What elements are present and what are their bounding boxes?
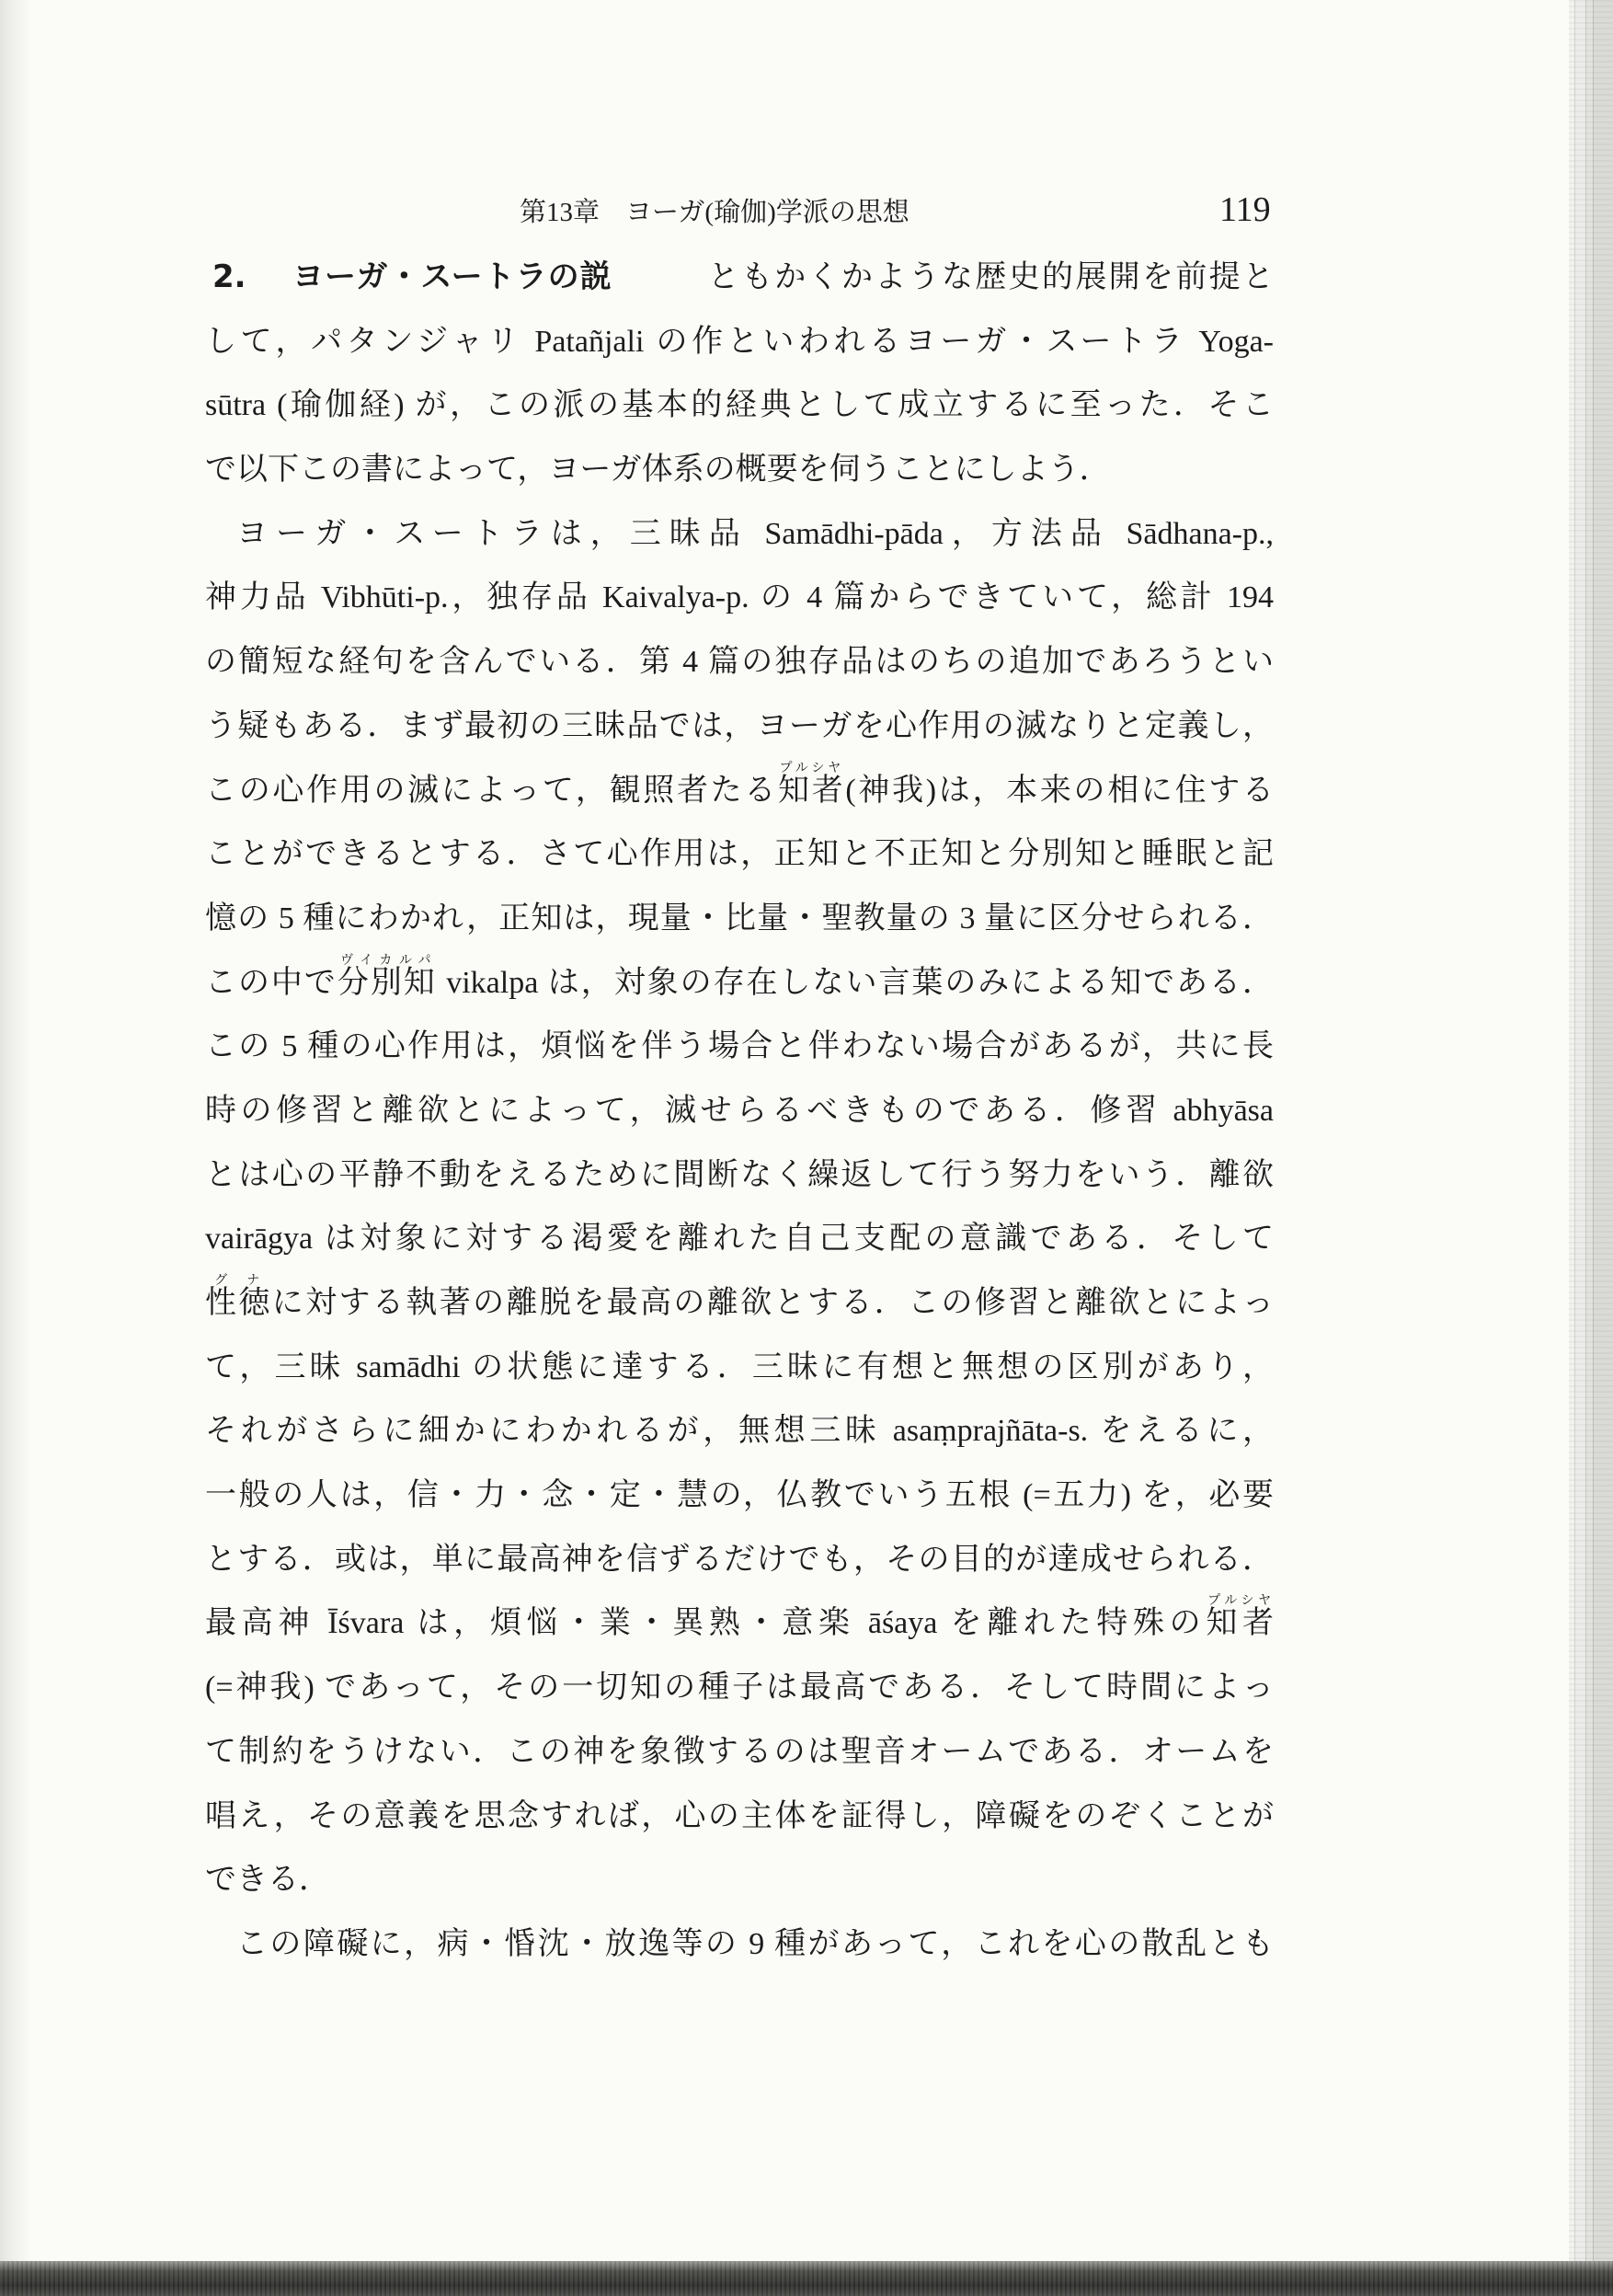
furigana-term (337, 953, 437, 1000)
text-line: それがさらに細かにわかれるが，無想三昧 asaṃprajñāta-s. をえるに， (205, 1414, 1274, 1449)
furigana: グナ (205, 1274, 270, 1288)
text-line: とは心の平静不動をえるために間断なく繰返して行う努力をいう．離欲 (205, 1157, 1274, 1192)
text-line: vairāgya は対象に対する渇愛を離れた自己支配の意識である．そして (205, 1222, 1274, 1257)
text-line (205, 1591, 1274, 1656)
text-line: 時の修習と離欲とによって，滅せらるべきものである．修習 abhyāsa (205, 1093, 1274, 1128)
furigana-term (778, 761, 846, 808)
section-heading: ヨーガ・スートラの説 (292, 258, 612, 295)
text-line: ヨーガ・スートラは，三昧品 Samādhi-pāda，方法品 Sādhana-p., (236, 516, 1274, 551)
text-line: sūtra (瑜伽経) が，この派の基本的経典として成立するに至った．そこ (205, 388, 1274, 423)
text-line (205, 1271, 1274, 1336)
scan-edge-left (0, 0, 31, 2261)
line-text: (神我)は，本来の相に住する (845, 773, 1274, 808)
text-line: この障礙に，病・惛沈・放逸等の 9 種があって，これを心の散乱とも (236, 1926, 1274, 1961)
line-text: に対する執著の離脱を最高の離欲とする．この修習と離欲とによっ (271, 1286, 1275, 1320)
text-line: の簡短な経句を含んでいる．第 4 篇の独存品はのちの追加であろうとい (205, 645, 1274, 680)
text-line (205, 951, 1274, 1016)
furigana-term (1206, 1594, 1275, 1641)
section-opening-text: ともかくかような歴史的展開を前提と (707, 260, 1274, 294)
chapter-label: 第13章 (520, 198, 601, 227)
text-line: 唱え，その意義を思念すれば，心の主体を証得し，障礙をのぞくことが (205, 1798, 1274, 1833)
text-line: 一般の人は，信・力・念・定・慧の，仏教でいう五根 (=五力) を，必要 (205, 1478, 1274, 1513)
chapter-title: ヨーガ(瑜伽)学派の思想 (625, 198, 909, 227)
section-heading-line (205, 246, 1274, 310)
text-line: 神力品 Vibhūti-p.，独存品 Kaivalya-p. の 4 篇からできていて，総計 194 (205, 580, 1274, 615)
furigana: プルシヤ (778, 761, 843, 775)
furigana: プルシヤ (1206, 1594, 1274, 1609)
text-line (205, 759, 1274, 823)
ruby-base: 知者 (778, 773, 846, 808)
text-line: とする．或は，単に最高神を信ずるだけでも，その目的が達成せられる． (205, 1542, 1274, 1577)
line-text: vikalpa は，対象の存在しない言葉のみによる知である． (436, 965, 1275, 1000)
ruby-base: 性徳 (205, 1286, 272, 1320)
line-text: 最高神 Īśvara は，煩悩・業・異熟・意楽 āśaya を離れた特殊の (205, 1606, 1207, 1641)
text-line: (=神我) であって，その一切知の種子は最高である．そして時間によっ (205, 1670, 1274, 1705)
text-line: う疑もある．まず最初の三昧品では，ヨーガを心作用の滅なりと定義し， (205, 708, 1274, 743)
text-line: で以下この書によって，ヨーガ体系の概要を伺うことにしよう． (205, 453, 1111, 488)
furigana-term (205, 1274, 272, 1320)
section-number: 2. (212, 258, 246, 295)
text-line: て制約をうけない．この神を象徴するのは聖音オームである．オームを (205, 1734, 1274, 1769)
furigana: ヴイカルパ (337, 953, 435, 968)
page-number: 119 (1219, 190, 1271, 229)
ruby-base: 分別知 (337, 965, 437, 1000)
body-text (205, 246, 1274, 1977)
line-text: この中で (205, 965, 337, 1000)
scan-edge-bottom (0, 2261, 1613, 2296)
scan-edge-right (1569, 0, 1613, 2261)
text-line: できる． (205, 1863, 330, 1898)
running-header (520, 194, 909, 231)
line-text: この心作用の滅によって，観照者たる (205, 773, 779, 808)
text-line: この 5 種の心作用は，煩悩を伴う場合と伴わない場合があるが，共に長 (205, 1029, 1274, 1064)
text-line: して，パタンジャリ Patañjali の作といわれるヨーガ・スートラ Yoga- (205, 324, 1274, 359)
ruby-base: 知者 (1206, 1606, 1275, 1641)
text-line: て，三昧 samādhi の状態に達する．三昧に有想と無想の区別があり， (205, 1349, 1274, 1384)
text-line: ことができるとする．さて心作用は，正知と不正知と分別知と睡眠と記 (205, 837, 1274, 872)
text-line: 憶の 5 種にわかれ，正知は，現量・比量・聖教量の 3 量に区分せられる． (205, 901, 1274, 936)
